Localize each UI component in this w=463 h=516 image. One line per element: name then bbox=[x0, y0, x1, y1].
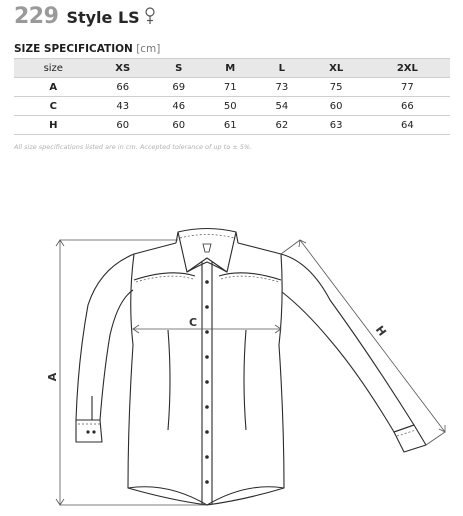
column-header-l: L bbox=[256, 59, 308, 78]
table-cell: 63 bbox=[308, 116, 365, 135]
shirt-outline bbox=[76, 229, 426, 506]
table-cell: 50 bbox=[205, 97, 257, 116]
column-header-s: S bbox=[153, 59, 205, 78]
table-cell: 60 bbox=[308, 97, 365, 116]
spec-title-text: SIZE SPECIFICATION bbox=[14, 43, 133, 55]
measure-h-line bbox=[281, 240, 445, 445]
column-header-xs: XS bbox=[93, 59, 153, 78]
measure-c-label: C bbox=[188, 316, 198, 329]
table-cell: 54 bbox=[256, 97, 308, 116]
row-label-c: C bbox=[14, 97, 93, 116]
row-label-a: A bbox=[14, 78, 93, 97]
table-cell: 43 bbox=[93, 97, 153, 116]
column-header-size: size bbox=[14, 59, 93, 78]
table-cell: 69 bbox=[153, 78, 205, 97]
shirt-buttons bbox=[86, 280, 208, 484]
row-label-h: H bbox=[14, 116, 93, 135]
table-cell: 62 bbox=[256, 116, 308, 135]
spec-unit: [cm] bbox=[136, 43, 161, 55]
measure-h-label: H bbox=[372, 323, 389, 339]
table-cell: 46 bbox=[153, 97, 205, 116]
product-style-name: Style LS bbox=[66, 8, 140, 27]
column-header-xl: XL bbox=[308, 59, 365, 78]
table-cell: 61 bbox=[205, 116, 257, 135]
table-cell: 66 bbox=[365, 97, 450, 116]
column-header-m: M bbox=[205, 59, 257, 78]
table-cell: 60 bbox=[153, 116, 205, 135]
tolerance-note: All size specifications listed are in cm. Accepted tolerance of up to ± 5%. bbox=[14, 143, 253, 151]
column-header-2xl: 2XL bbox=[365, 59, 450, 78]
product-code: 229 bbox=[14, 4, 59, 29]
table-cell: 64 bbox=[365, 116, 450, 135]
table-cell: 73 bbox=[256, 78, 308, 97]
stitching-details bbox=[78, 235, 416, 437]
table-cell: 77 bbox=[365, 78, 450, 97]
table-cell: 75 bbox=[308, 78, 365, 97]
table-cell: 60 bbox=[93, 116, 153, 135]
measure-a-label: A bbox=[46, 372, 59, 382]
collar-tag-icon bbox=[203, 244, 211, 252]
table-cell: 71 bbox=[205, 78, 257, 97]
table-cell: 66 bbox=[93, 78, 153, 97]
